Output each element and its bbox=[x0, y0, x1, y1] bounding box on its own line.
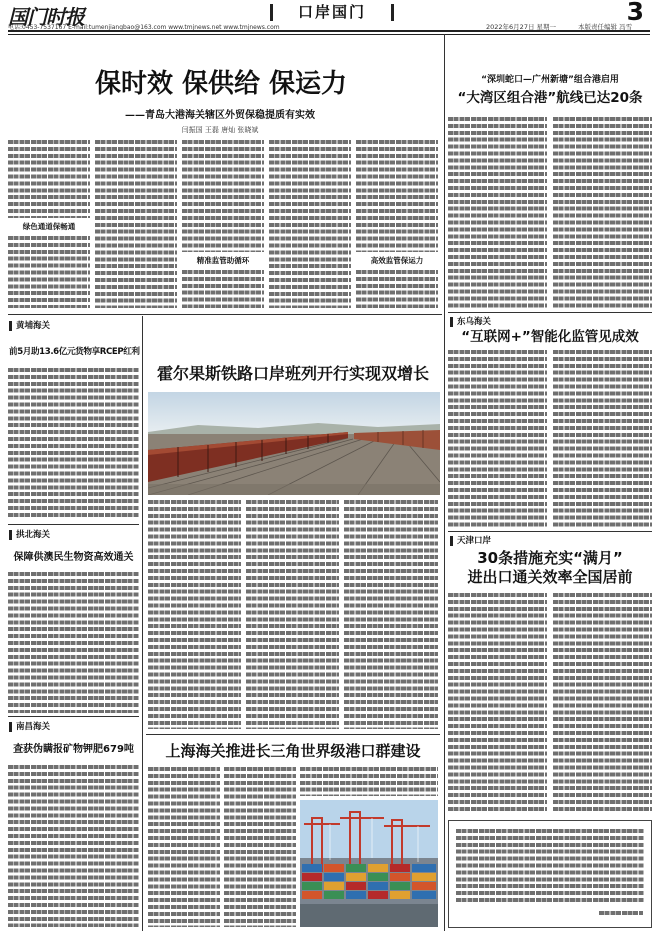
huangpu-headline: 前5月助13.6亿元货物享RCEP红利 bbox=[9, 347, 140, 357]
contact-line: 电话:0453-7537167 E-mail:tumenjiangbao@163.com www.tmjnews.net www.tmjnews.com bbox=[8, 24, 280, 31]
right-column-rule bbox=[444, 34, 445, 931]
lead-body-col3a bbox=[182, 140, 264, 252]
lead-body-col5a bbox=[356, 140, 438, 252]
shanghai-body-col1 bbox=[148, 767, 220, 927]
tianjin-headline-line2: 进出口通关效率全国居前 bbox=[467, 568, 633, 586]
dongwu-body-col2 bbox=[553, 350, 652, 527]
nanchang-body bbox=[8, 765, 139, 927]
lead-body-col5b bbox=[356, 270, 438, 308]
boxed-note-text bbox=[456, 829, 644, 905]
dongwu-body-col1 bbox=[448, 350, 547, 527]
khorgos-body-col2 bbox=[246, 500, 339, 729]
dongwu-tag: 东乌海关 bbox=[450, 317, 491, 327]
masthead-rule bbox=[8, 30, 650, 35]
huangpu-tag: 黄埔海关 bbox=[9, 321, 50, 331]
shanghai-body-col2 bbox=[224, 767, 296, 927]
tianjin-tag: 天津口岸 bbox=[450, 536, 491, 546]
issue-date: 2022年6月27日 星期一 bbox=[486, 23, 557, 31]
lead-body-col4 bbox=[269, 140, 351, 308]
huangpu-body bbox=[8, 368, 139, 520]
train-photo bbox=[148, 392, 440, 495]
lead-bottom-rule bbox=[8, 314, 442, 315]
gba-body-col1 bbox=[448, 117, 547, 308]
page-number: 3 bbox=[626, 0, 644, 26]
khorgos-bottom-rule bbox=[146, 734, 440, 735]
section-title: 口岸国门 bbox=[270, 4, 394, 21]
lead-body-col1b bbox=[8, 236, 90, 308]
khorgos-body-col3 bbox=[344, 500, 438, 729]
gongbei-body bbox=[8, 572, 139, 713]
gongbei-bottom-rule bbox=[8, 716, 139, 717]
lead-subhead-3: 高效监管保运力 bbox=[370, 256, 424, 265]
newspaper-logo: 国门时报 bbox=[8, 5, 84, 29]
dongwu-bottom-rule bbox=[448, 531, 652, 532]
gba-bottom-rule bbox=[448, 312, 652, 313]
tianjin-body-col1 bbox=[448, 593, 547, 814]
lead-subtitle: ——青岛大港海关辖区外贸保稳提质有实效 bbox=[125, 110, 315, 121]
photo-foreground bbox=[148, 484, 440, 495]
lead-byline: 闫振国 王磊 唐灿 张晓斌 bbox=[181, 126, 259, 134]
dongwu-headline: “互联网+”智能化监管见成效 bbox=[461, 329, 639, 345]
port-sky bbox=[300, 800, 438, 860]
lead-headline: 保时效 保供给 保运力 bbox=[94, 69, 348, 99]
khorgos-headline: 霍尔果斯铁路口岸班列开行实现双增长 bbox=[156, 364, 429, 383]
tianjin-body-col2 bbox=[553, 593, 652, 814]
page-editor: 本版责任编辑 冯雪 bbox=[578, 23, 633, 31]
lead-subhead-2: 精准监管助循环 bbox=[196, 256, 250, 265]
boxed-note bbox=[448, 820, 652, 928]
gongbei-tag: 拱北海关 bbox=[9, 530, 50, 540]
tianjin-headline-line1: 30条措施充实“满月” bbox=[477, 549, 623, 567]
gba-body-col2 bbox=[553, 117, 652, 308]
port-quay bbox=[300, 904, 438, 927]
shanghai-body-col3 bbox=[300, 767, 438, 796]
shanghai-headline: 上海海关推进长三角世界级港口群建设 bbox=[165, 742, 421, 760]
lead-body-col3b bbox=[182, 270, 264, 308]
nanchang-tag: 南昌海关 bbox=[9, 722, 50, 732]
left-column-rule bbox=[142, 316, 143, 931]
port-photo bbox=[300, 800, 438, 927]
gba-kicker: “深圳蛇口—广州新塘”组合港启用 bbox=[481, 75, 619, 85]
khorgos-body-col1 bbox=[148, 500, 241, 729]
lead-body-col1a bbox=[8, 140, 90, 218]
nanchang-headline: 查获伪瞒报矿物钾肥679吨 bbox=[13, 744, 134, 755]
gba-headline: “大湾区组合港”航线已达20条 bbox=[457, 90, 643, 106]
huangpu-bottom-rule bbox=[8, 524, 139, 525]
lead-body-col2 bbox=[95, 140, 177, 308]
boxed-note-signature bbox=[599, 911, 643, 916]
gongbei-headline: 保障供澳民生物资高效通关 bbox=[13, 552, 134, 563]
lead-subhead-1: 绿色通道保畅通 bbox=[22, 222, 76, 231]
